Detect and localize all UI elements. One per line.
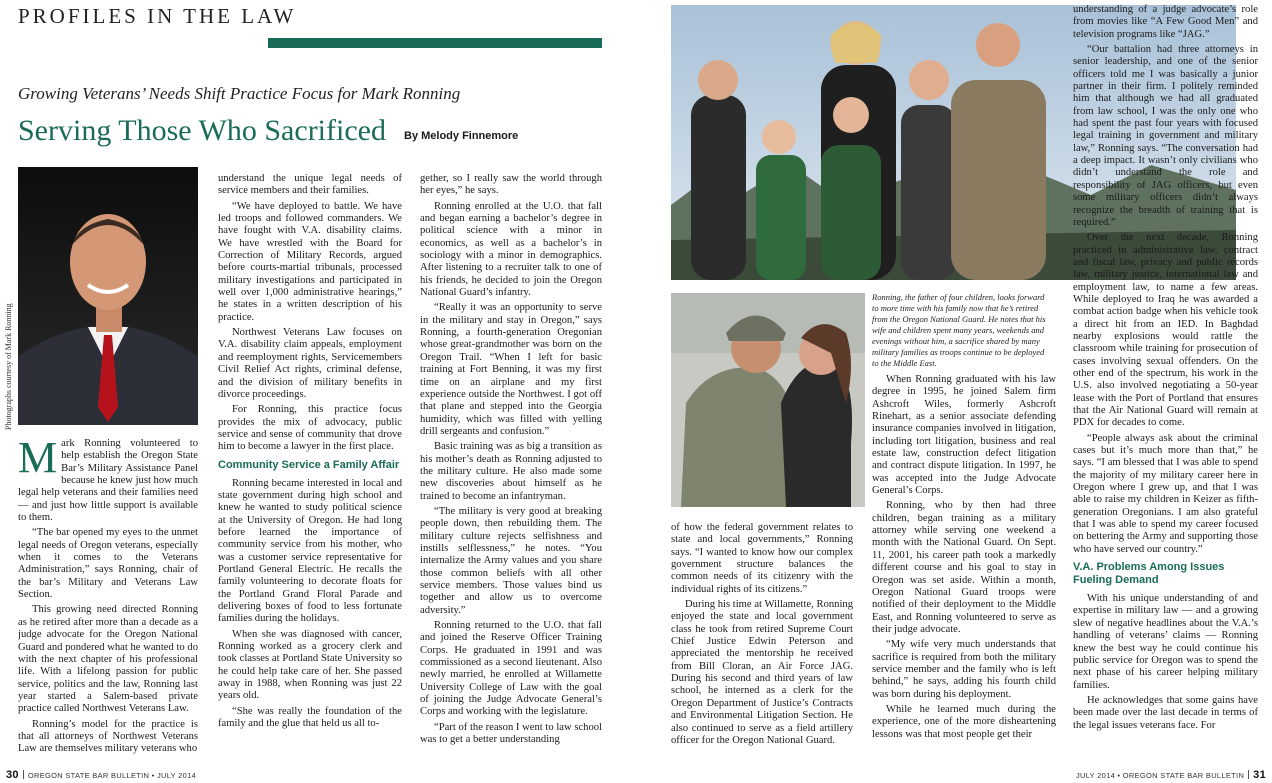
paragraph: of how the federal government relates to state and local governments,” Ronning says. “I wanted to know how our complex government structure balances the common needs of its citizenry with the individual rights of its citizens.” [671,522,853,595]
header-rule [268,38,602,48]
paragraph: Ronning, who by then had three children, began training as a military attorney while serving one weekend a month with the National Guard. On Sept. 11, 2001, his career path took a markedly different course and his goal to stay in Oregon was set aside. Within a month, Oregon National Guard troops were notified of their deployment to the Middle East, and Ronning volunteered to serve as their judge advocate. [872,500,1056,635]
paragraph [18,438,198,524]
paragraph: “Our battalion had three attorneys in senior leadership, and one of the senior officers told me I was basically a junior partner in their firm. I politely reminded him that although we had all graduated from law school, I was the only one who had spent the past four years with focused legal training in government and military law,” Ronning says. “The conversation had a deep impact. It wasn’t only civilians who didn’t understand the role and responsibility of JAG officers, but even some military officers didn’t always recognize the breadth of training that is required.” [1073,44,1258,228]
subhead: Community Service a Family Affair [218,458,400,471]
paragraph: Ronning returned to the U.O. that fall and joined the Reserve Officer Training Corps. He graduated in 1991 and was commissioned as a second lieutenant. Also newly married, he enrolled at Willamette University College of Law with the goal of joining the Judge Advocate General’s Corps and working with the legislature. [420,620,602,718]
paragraph: When Ronning graduated with his law degree in 1995, he joined Salem firm Ashcroft Wiles, formerly Ashcroft Rinehart, as a senior associate defending insurance companies involved in litigation, including tort litigation, business and real estate law, construction defect litigation and contract dispute litigation. In 1997, he was accepted into the Judge Advocate General’s Corps. [872,374,1056,497]
footer-separator [23,770,24,779]
page-number: 31 [1253,769,1266,781]
paragraph: Over the next decade, Ronning practiced in administrative law, contract and fiscal law, privacy and public records law, military justice, international law and employment law, to name a few areas. While deployed to Iraq he was awarded a combat action badge when his vehicle took a direct hit from an IED. In Baghdad nearby explosions would rattle the classroom while training for prosecution of cases involving sexual offenders. On the other end of the spectrum, his work in the U.S. also involved negotiating a 50-year lease with the Port of Portland that ensures that the Air National Guard will remain at PDX for decades to come. [1073,232,1258,429]
article-deck: Growing Veterans’ Needs Shift Practice Focus for Mark Ronning [18,84,461,103]
drop-cap: M [18,438,58,482]
footer-left [6,769,196,781]
paragraph: understanding of a judge advocate’s role from movies like “A Few Good Men” and television programs like “JAG.” [1073,4,1258,40]
paragraph: Northwest Veterans Law focuses on V.A. disability claim appeals, employment and reemployment rights, Servicemembers Civil Relief Act rights, criminal defense, and the division of military benefits in divorce proceedings. [218,327,402,400]
hug-image [671,293,865,507]
paragraph: During his time at Willamette, Ronning enjoyed the state and local government class he took from retired Supreme Court Chief Justice Edwin Peterson and appreciated the mentorship he received from Bill Cloran, an Air Force JAG. During his second and third years of law school, he interned as a clerk for the Oregon Department of Justice’s Contracts and Environmental Litigation Section. He also continued to serve as a field artillery officer for the Oregon National Guard. [671,599,853,746]
photo-credit: Photographs courtesy of Mark Ronning [4,303,13,430]
paragraph: “Really it was an opportunity to serve in the military and stay in Oregon,” says Ronning, a fourth-generation Oregonian whose great-grandmother was born on the Oregon Trail. “When I left for basic training at Fort Benning, it was my first time on an airplane and my first experience outside the Northwest. I got off that plane and stepped into the Georgia humidity, which was filled with yelling drill sergeants and confusion.” [420,302,602,437]
article-column-1 [18,438,198,768]
paragraph: “People always ask about the criminal cases but it’s much more than that,” he says. “I am blessed that I was able to spend the majority of my military career here in Oregon where I grew up, and that I was able to raise my children in Keizer as fifth-generation Oregonians. I am also grateful that I was able to spend my career focused on bettering the Army and supporting those who have served our country.” [1073,432,1258,555]
footer-text: JULY 2014 • OREGON STATE BAR BULLETIN [1075,771,1245,780]
paragraph: With his unique understanding of and expertise in military law — and a growing slew of negative headlines about the V.A.’s handling of veterans’ claims — Ronning knew the best way he could continue his public service for Oregon was to spend the next phase of his career helping military families. [1073,593,1258,691]
article-column-6 [1073,4,1258,768]
article-headline: Serving Those Who Sacrificed [18,114,386,147]
article-column-5 [872,374,1056,768]
footer-text: OREGON STATE BAR BULLETIN • JULY 2014 [27,771,197,780]
paragraph: When she was diagnosed with cancer, Ronning worked as a grocery clerk and took classes at Portland State University so he could help take care of her. She passed away in 1988, when Ronning was just 22 years old. [218,628,402,702]
page-number: 30 [6,769,19,781]
paragraph: gether, so I really saw the world through her eyes,” he says. [420,173,602,197]
paragraph: Ronning’s model for the practice is that all attorneys of Northwest Veterans Law are themselves military veterans who [18,718,198,755]
paragraph: For Ronning, this practice focus provides the mix of advocacy, public service and sense of community that drove him to become a lawyer in the first place. [218,404,402,453]
section-label: PROFILES IN THE LAW [18,4,297,28]
paragraph: understand the unique legal needs of service members and their families. [218,173,402,197]
paragraph: He acknowledges that some gains have been made over the last decade in terms of the legal issues veterans face. For [1073,694,1258,731]
paragraph: “Part of the reason I went to law school was to get a better understanding [420,721,602,746]
article-column-2 [218,173,402,768]
paragraph-text: ark Ronning volunteered to help establish the Oregon State Bar’s Military Assistance Panel because he knew just how much legal help veterans and their families need — and just how little support is available to them. [18,438,198,524]
footer-right [1076,769,1266,781]
footer-separator [1248,770,1249,779]
paragraph: Ronning became interested in local and state government during high school and knew he wanted to study political science at the University of Oregon. He had long before learned the importance of community service from his mother, who was a customer service representative for Portland General Electric. He recalls the family volunteering to decorate floats for the Portland Grand Floral Parade and delivering boxes of food to less fortunate families during the holidays. [218,477,402,625]
article-column-4 [671,522,853,768]
paragraph: “The military is very good at breaking people down, then rebuilding them. The military culture rejects selfishness and instills selflessness,” he notes. “You internalize the Army values and you share those common beliefs with all other service members. Those values bind us together and allow us to overcome adversity.” [420,505,602,616]
hug-photo [671,293,865,507]
photo-caption: Ronning, the father of four children, looks forward to more time with his family now that he’s retired from the Oregon National Guard. He notes that his wife and children spent many years, weekends and evenings without him, a sacrifice shared by many military families as troops continue to be deployed to the Middle East. [872,292,1046,368]
paragraph: Ronning enrolled at the U.O. that fall and began earning a bachelor’s degree in political science with a minor in economics, as well as a bachelor’s in sociology with a minor in demographics. After listening to a recruiter talk to one of his friends, he decided to join the Oregon National Guard’s infantry. [420,200,602,299]
paragraph: “We have deployed to battle. We have led troops and followed commanders. We have fought with V.A. disability claims. We have wrestled with the Board for Correction of Military Records, argued before courts-martial tribunals, processed military investigations and participated in well over 1,000 administrative hearings,” he states in a written description of his practice. [218,200,402,323]
paragraph: “The bar opened my eyes to the unmet legal needs of Oregon veterans, especially when it comes to the Veterans Administration,” says Ronning, chair of the bar’s Military and Veterans Law Section. [18,527,198,601]
right-page [636,0,1272,783]
paragraph: This growing need directed Ronning as he retired after more than a decade as a judge advocate for the Oregon National Guard and pondered what he wanted to do with the next chapter of his professional life. With a lifelong passion for public service, politics and the law, Ronning last year started a Salem-based private practice called Northwest Veterans Law. [18,604,198,715]
byline: By Melody Finnemore [404,130,519,142]
paragraph: While he learned much during the experience, one of the more disheartening lessons was that most people get their [872,703,1056,740]
article-column-3 [420,173,602,768]
paragraph: “She was really the foundation of the family and the glue that held us all to- [218,705,402,730]
subhead: V.A. Problems Among Issues Fueling Demand [1073,561,1225,587]
portrait-image [18,167,198,425]
portrait-photo [18,167,198,425]
paragraph: “My wife very much understands that sacrifice is required from both the military service member and the family who is left behind,” he says, adding his fourth child was born during his deployment. [872,639,1056,700]
paragraph: Basic training was as big a transition as his mother’s death as Ronning adjusted to the military culture. He also made some new discoveries about himself as he trained to become an infantryman. [420,441,602,502]
